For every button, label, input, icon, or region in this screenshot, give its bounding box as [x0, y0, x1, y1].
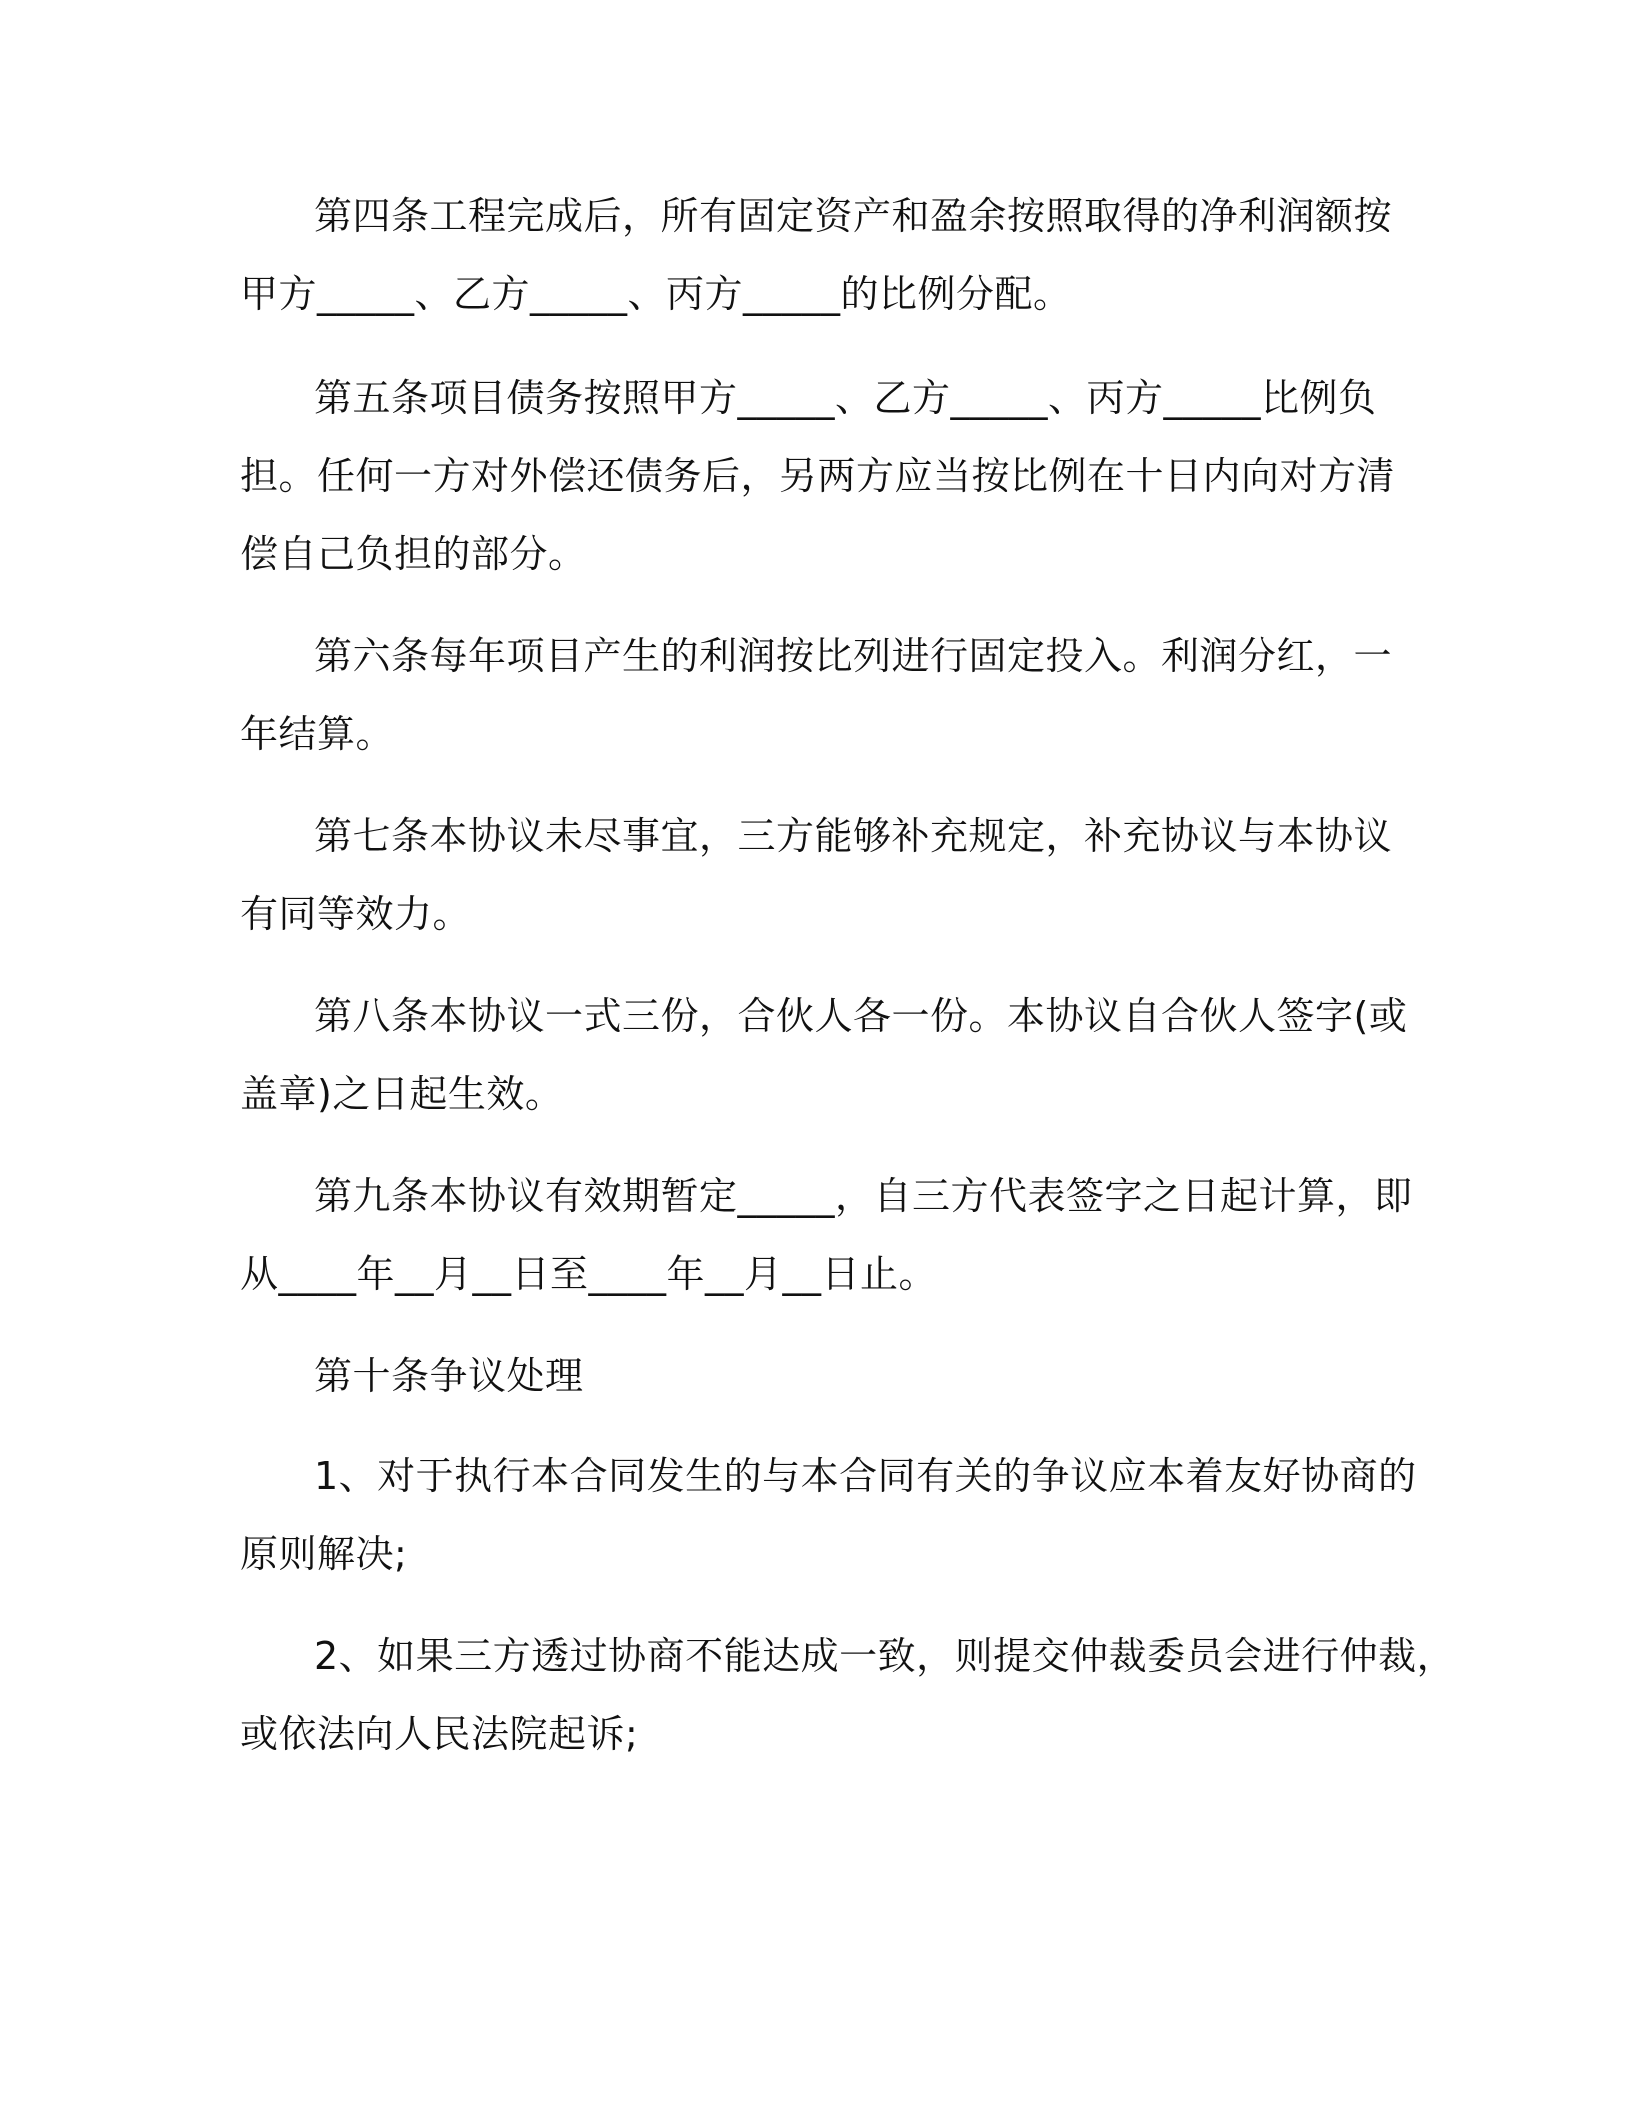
clause-line: 盖章)之日起生效。 — [240, 1072, 564, 1116]
clause-line: 年结算。 — [240, 712, 395, 756]
clause-line: 第五条项目债务按照甲方_____、乙方_____、丙方_____比例负 — [314, 376, 1377, 420]
clause-10-heading — [240, 1337, 1420, 1415]
clause-line: 第八条本协议一式三份，合伙人各一份。本协议自合伙人签字(或 — [314, 994, 1408, 1038]
dispute-item-2 — [240, 1617, 1456, 1773]
clause-line: 第九条本协议有效期暂定_____，自三方代表签字之日起计算，即 — [314, 1174, 1413, 1218]
clause-9 — [240, 1157, 1420, 1313]
clause-line: 第十条争议处理 — [314, 1354, 584, 1398]
clause-line: 从____年__月__日至____年__月__日止。 — [240, 1252, 938, 1296]
clause-line: 1、对于执行本合同发生的与本合同有关的争议应本着友好协商的 — [314, 1454, 1417, 1498]
clause-line: 第七条本协议未尽事宜，三方能够补充规定，补充协议与本协议 — [314, 814, 1393, 858]
clause-5 — [240, 359, 1420, 593]
clause-line: 甲方_____、乙方_____、丙方_____的比例分配。 — [240, 272, 1072, 316]
clause-line: 担。任何一方对外偿还债务后，另两方应当按比例在十日内向对方清 — [240, 454, 1396, 498]
clause-line: 2、如果三方透过协商不能达成一致，则提交仲裁委员会进行仲裁， — [314, 1634, 1456, 1678]
clause-7 — [240, 797, 1420, 953]
clause-line: 第六条每年项目产生的利润按比列进行固定投入。利润分红，一 — [314, 634, 1393, 678]
clause-line: 原则解决; — [240, 1532, 408, 1576]
clause-line: 偿自己负担的部分。 — [240, 532, 587, 576]
clause-line: 第四条工程完成后，所有固定资产和盈余按照取得的净利润额按 — [314, 194, 1393, 238]
clause-line: 有同等效力。 — [240, 892, 472, 936]
clause-6 — [240, 617, 1420, 773]
clause-4 — [240, 177, 1420, 333]
clause-line: 或依法向人民法院起诉; — [240, 1712, 639, 1756]
dispute-item-1 — [240, 1437, 1420, 1593]
clause-8 — [240, 977, 1420, 1133]
